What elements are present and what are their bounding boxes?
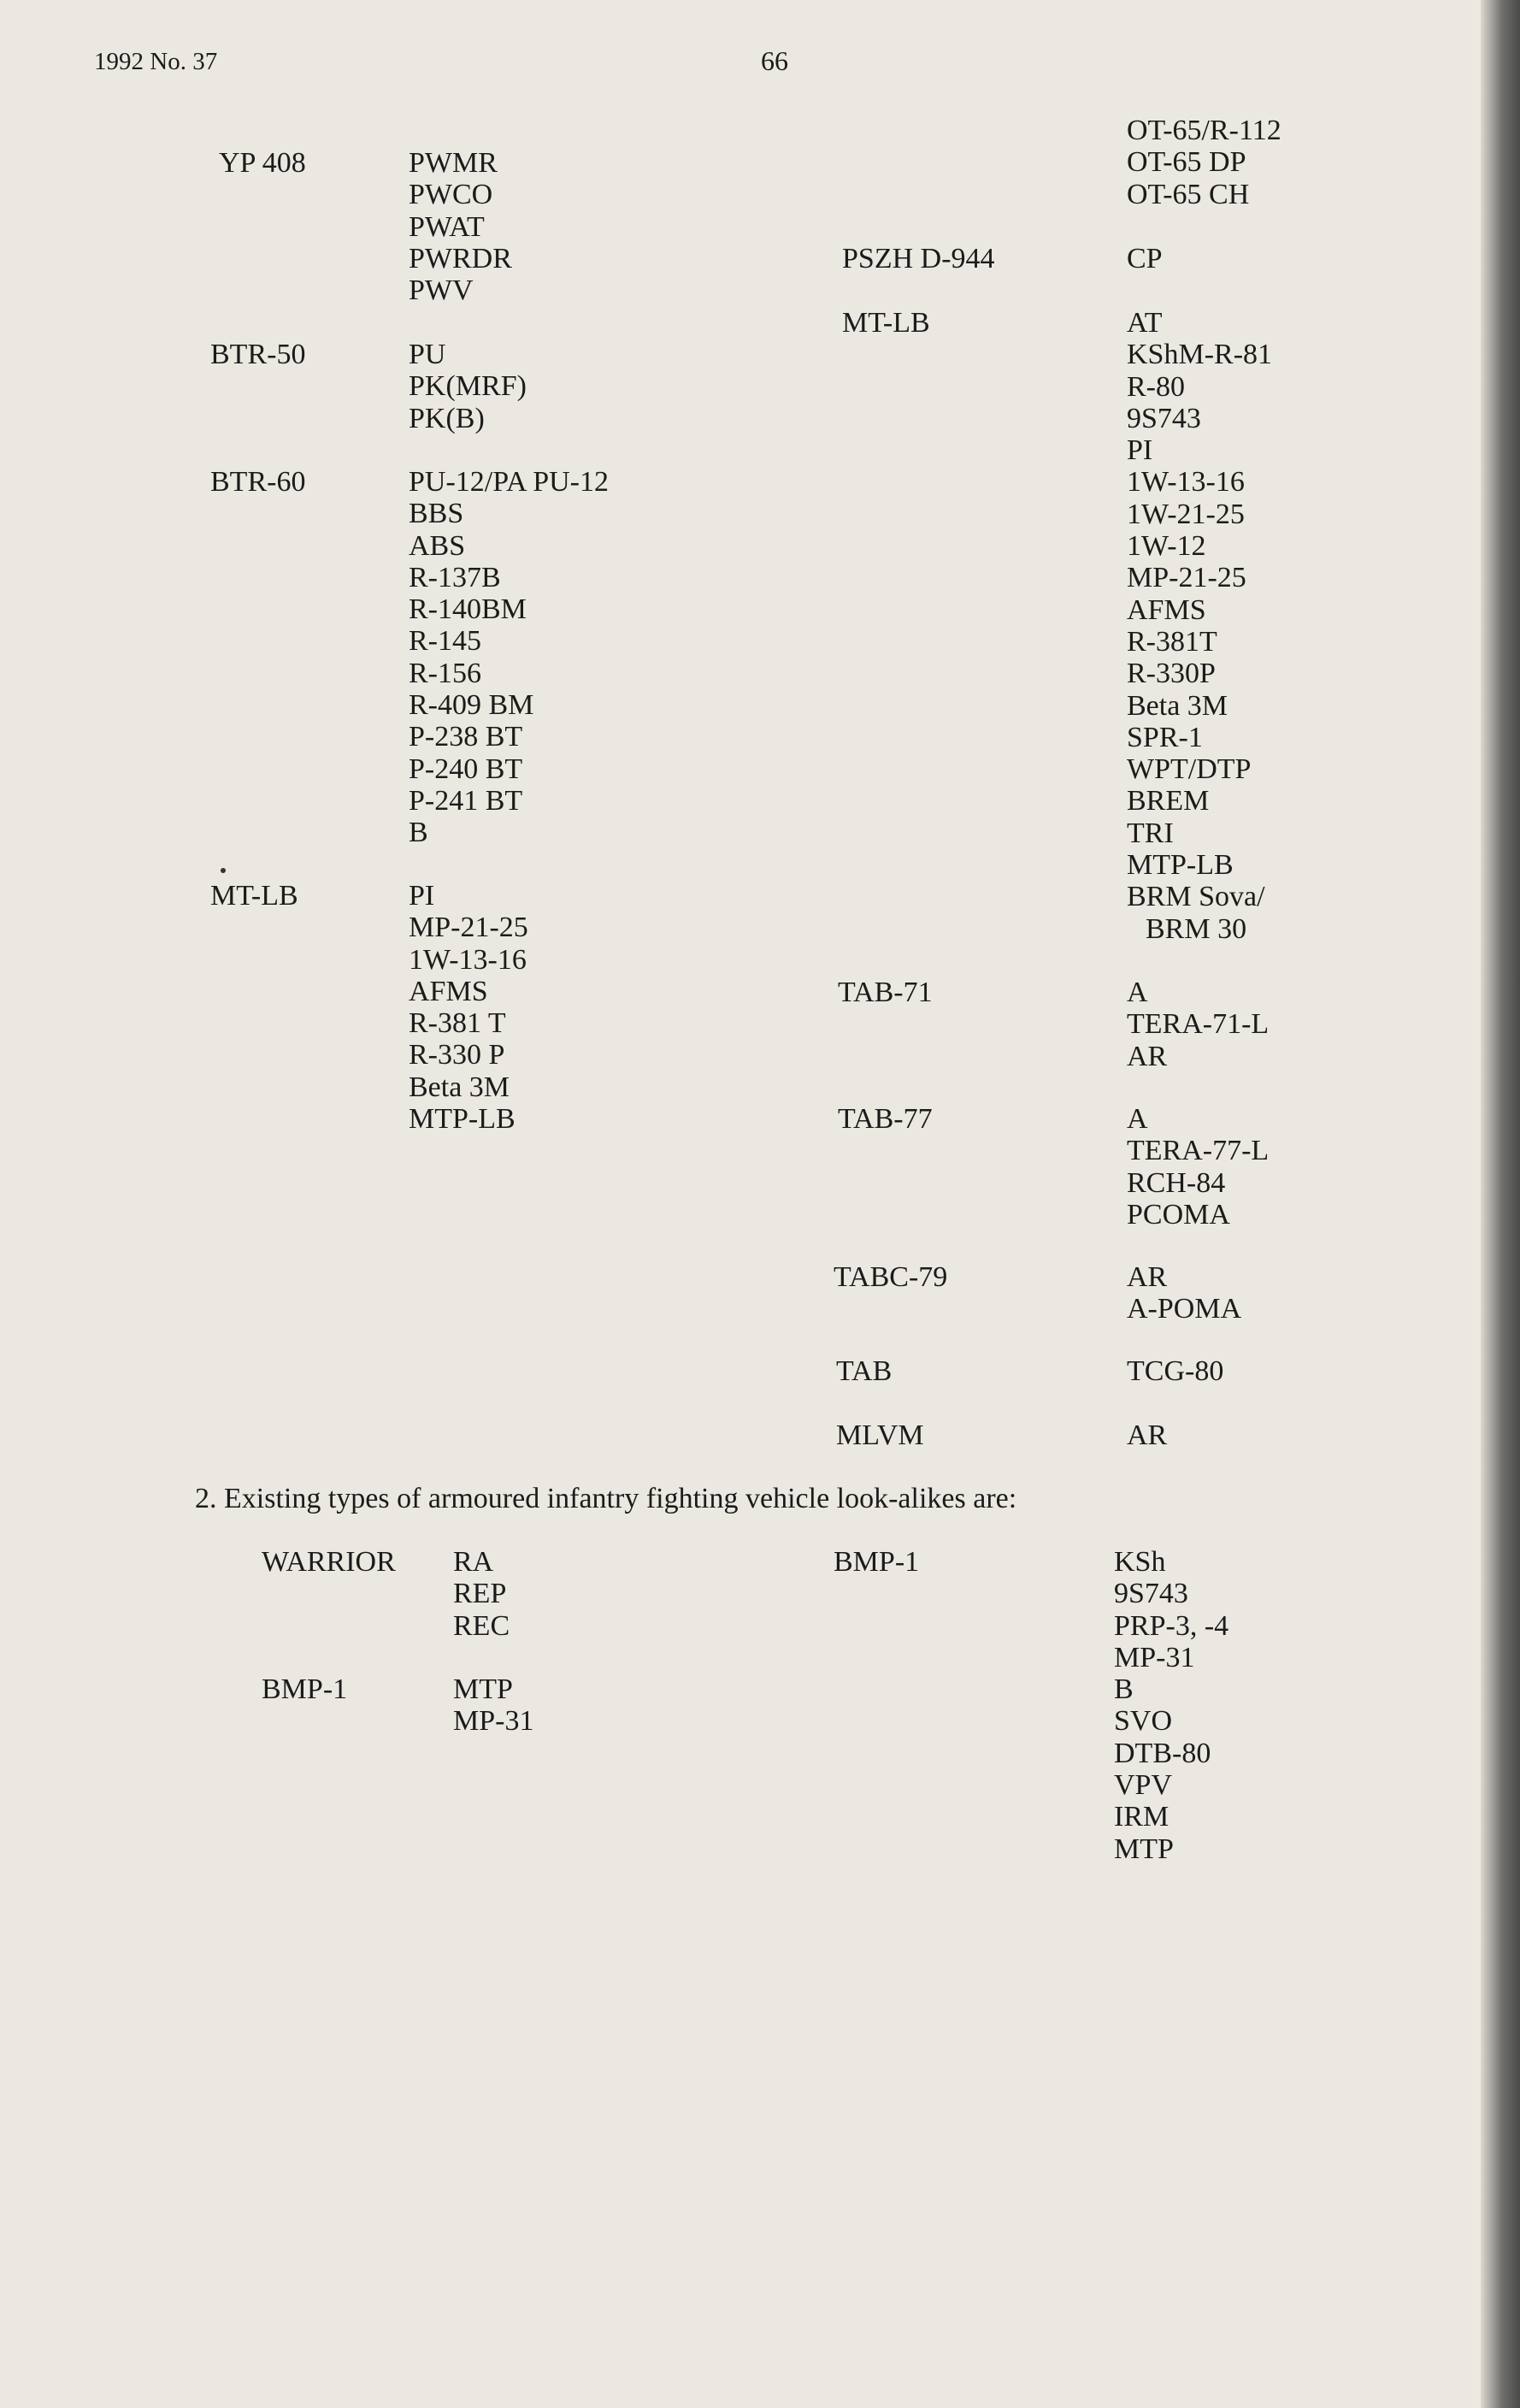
variant-item: CP bbox=[1127, 243, 1163, 274]
variant-list bbox=[1127, 1103, 1269, 1231]
variant-item: R-145 bbox=[409, 625, 481, 658]
variant-list bbox=[409, 880, 528, 1135]
print-speck bbox=[221, 868, 226, 873]
vehicle-name: MLVM bbox=[836, 1419, 924, 1451]
variant-item: AR bbox=[1127, 1419, 1168, 1451]
variant-item: AR bbox=[1127, 1261, 1168, 1293]
variant-item: TERA-77-L bbox=[1127, 1135, 1270, 1167]
variant-item: Beta 3M bbox=[409, 1071, 510, 1103]
variant-list bbox=[453, 1546, 510, 1642]
variant-item: PI bbox=[409, 880, 435, 912]
variant-item: AR bbox=[1127, 1040, 1168, 1072]
variant-item: MP-31 bbox=[1114, 1641, 1195, 1673]
variant-item: AT bbox=[1127, 307, 1163, 339]
variant-item: TCG-80 bbox=[1127, 1355, 1224, 1387]
page-number: 66 bbox=[761, 45, 788, 76]
variant-list bbox=[453, 1673, 533, 1738]
vehicle-name: TAB-71 bbox=[838, 977, 933, 1008]
vehicle-name: MT-LB bbox=[210, 880, 298, 912]
variant-item: OT-65/R-112 bbox=[1127, 115, 1281, 146]
variant-item: 1W-13-16 bbox=[1127, 466, 1245, 499]
variant-item: R-409 BM bbox=[409, 689, 534, 722]
vehicle-name: BMP-1 bbox=[834, 1546, 920, 1578]
variant-item: 1W-12 bbox=[1127, 530, 1206, 563]
vehicle-name: WARRIOR bbox=[262, 1546, 396, 1578]
variant-item: KShM-R-81 bbox=[1127, 339, 1273, 371]
variant-item: PWMR bbox=[409, 147, 498, 179]
variant-item: WPT/DTP bbox=[1127, 753, 1252, 786]
variant-item: MTP bbox=[453, 1673, 513, 1705]
variant-item: KSh bbox=[1114, 1546, 1166, 1578]
variant-item: REP bbox=[453, 1578, 507, 1610]
variant-item: Beta 3M bbox=[1127, 689, 1228, 722]
vehicle-name: BTR-50 bbox=[210, 339, 306, 370]
variant-item: R-137B bbox=[409, 561, 501, 593]
variant-item: MTP bbox=[1114, 1833, 1174, 1865]
variant-item: BREM bbox=[1127, 785, 1210, 817]
vehicle-name: PSZH D-944 bbox=[842, 243, 995, 274]
variant-item: 1W-21-25 bbox=[1127, 498, 1245, 530]
variant-item: PI bbox=[1127, 434, 1153, 467]
variant-list bbox=[409, 147, 512, 306]
variant-item: PWRDR bbox=[409, 242, 512, 274]
variant-item: REC bbox=[453, 1609, 510, 1642]
variant-item: PWV bbox=[409, 274, 474, 307]
variant-item: R-330 P bbox=[409, 1039, 505, 1071]
variant-item: BRM 30 bbox=[1146, 912, 1247, 945]
variant-item: P-240 BT bbox=[409, 752, 523, 785]
variant-item: SVO bbox=[1114, 1705, 1173, 1738]
variant-item: ABS bbox=[409, 529, 466, 562]
page-edge-shadow bbox=[1481, 0, 1520, 2408]
variant-item: A bbox=[1127, 977, 1148, 1008]
variant-item: OT-65 DP bbox=[1127, 146, 1246, 179]
section-heading: 2. Existing types of armoured infantry fighting vehicle look-alikes are: bbox=[195, 1483, 1017, 1514]
variant-item: VPV bbox=[1114, 1769, 1173, 1802]
variant-item: R-80 bbox=[1127, 370, 1185, 403]
variant-item: PK(B) bbox=[409, 402, 485, 434]
variant-item: B bbox=[1114, 1673, 1134, 1706]
variant-item: PU bbox=[409, 339, 446, 370]
vehicle-name: TABC-79 bbox=[834, 1261, 948, 1293]
variant-item: PK(MRF) bbox=[409, 370, 527, 403]
variant-item: SPR-1 bbox=[1127, 721, 1203, 753]
variant-list bbox=[1127, 115, 1281, 210]
variant-item: 1W-13-16 bbox=[409, 943, 527, 976]
variant-item: TERA-71-L bbox=[1127, 1008, 1270, 1041]
variant-item: BBS bbox=[409, 498, 464, 530]
variant-item: OT-65 CH bbox=[1127, 178, 1250, 210]
variant-item: TRI bbox=[1127, 817, 1174, 849]
variant-item: DTB-80 bbox=[1114, 1737, 1211, 1769]
variant-item: R-381T bbox=[1127, 625, 1217, 658]
variant-item: AFMS bbox=[1127, 593, 1206, 626]
variant-item: P-238 BT bbox=[409, 721, 523, 753]
variant-item: MTP-LB bbox=[409, 1103, 516, 1136]
variant-item: 9S743 bbox=[1114, 1578, 1188, 1610]
variant-item: BRM Sova/ bbox=[1127, 881, 1265, 913]
variant-item: IRM bbox=[1114, 1801, 1169, 1833]
variant-item: MTP-LB bbox=[1127, 849, 1234, 882]
variant-item: B bbox=[409, 817, 428, 849]
variant-item: MP-21-25 bbox=[1127, 562, 1246, 594]
vehicle-name: TAB bbox=[836, 1355, 893, 1387]
vehicle-name: YP 408 bbox=[219, 147, 306, 179]
variant-item: A bbox=[1127, 1103, 1148, 1135]
variant-item: PU-12/PA PU-12 bbox=[409, 466, 609, 498]
vehicle-name: BTR-60 bbox=[210, 466, 306, 498]
variant-item: A-POMA bbox=[1127, 1293, 1242, 1325]
variant-item: R-330P bbox=[1127, 658, 1216, 690]
variant-item: R-156 bbox=[409, 657, 481, 689]
variant-item: PRP-3, -4 bbox=[1114, 1609, 1229, 1642]
variant-item: R-140BM bbox=[409, 593, 527, 626]
document-reference: 1992 No. 37 bbox=[94, 48, 218, 75]
variant-list bbox=[1114, 1546, 1228, 1865]
variant-item: MP-21-25 bbox=[409, 912, 528, 944]
variant-item: RCH-84 bbox=[1127, 1166, 1226, 1199]
variant-item: R-381 T bbox=[409, 1007, 506, 1040]
variant-list bbox=[1127, 307, 1272, 945]
vehicle-name: TAB-77 bbox=[838, 1103, 933, 1135]
variant-list bbox=[1127, 1419, 1167, 1451]
variant-item: MP-31 bbox=[453, 1705, 534, 1738]
variant-list bbox=[1127, 1355, 1223, 1387]
variant-item: P-241 BT bbox=[409, 784, 523, 817]
variant-item: PWAT bbox=[409, 210, 485, 243]
variant-item: RA bbox=[453, 1546, 494, 1578]
variant-item: PCOMA bbox=[1127, 1198, 1230, 1231]
variant-item: PWCO bbox=[409, 179, 493, 211]
vehicle-name: BMP-1 bbox=[262, 1673, 348, 1705]
variant-list bbox=[409, 339, 527, 434]
variant-list bbox=[1127, 243, 1163, 274]
variant-item: 9S743 bbox=[1127, 402, 1201, 434]
variant-item: AFMS bbox=[409, 975, 488, 1007]
variant-list bbox=[1127, 977, 1269, 1072]
vehicle-name: MT-LB bbox=[842, 307, 930, 339]
variant-list bbox=[409, 466, 609, 849]
variant-list bbox=[1127, 1261, 1241, 1325]
